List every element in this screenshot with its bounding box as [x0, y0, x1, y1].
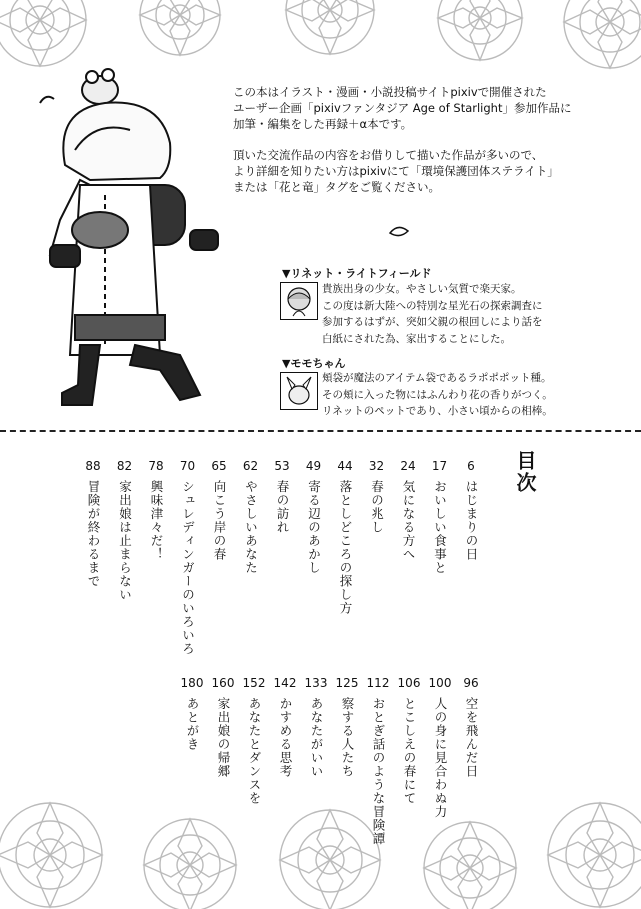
toc-entry	[361, 458, 393, 534]
toc-page-number: 142	[273, 676, 297, 690]
toc-title: 目次	[513, 450, 537, 494]
intro-line: より詳細を知りたい方はpixivにて「環境保護団体ステライト」	[233, 164, 559, 178]
intro-line: 加筆・編集をした再録＋α本です。	[233, 117, 413, 131]
momo-portrait-icon	[280, 372, 318, 410]
toc-chapter-title: 気になる方へ	[401, 480, 416, 561]
toc-entry	[266, 458, 298, 534]
intro-paragraph-2	[233, 147, 633, 195]
toc-entry	[140, 458, 172, 561]
character-desc-momo	[322, 370, 553, 420]
toc-chapter-title: はじまりの日	[464, 480, 479, 561]
toc-chapter-title: 人の身に見合わぬ力	[433, 697, 448, 819]
toc-chapter-title: 春の兆し	[369, 480, 385, 534]
desc-line: 貴族出身の少女。やさしい気質で楽天家。	[322, 283, 522, 295]
toc-entry	[238, 675, 270, 805]
toc-chapter-title: あなたとダンスを	[247, 697, 262, 805]
toc-chapter-title: とこしえの春にて	[402, 697, 417, 805]
toc-chapter-title: 察する人たち	[340, 697, 355, 778]
toc-entry	[207, 675, 239, 778]
toc-page-number: 17	[431, 459, 448, 473]
toc-entry	[109, 458, 141, 602]
toc-entry	[362, 675, 394, 846]
toc-chapter-title: あとがき	[185, 697, 200, 751]
toc-entry	[331, 675, 363, 778]
toc-page-number: 65	[211, 459, 227, 473]
toc-page-number: 112	[366, 676, 390, 690]
toc-entry	[424, 458, 456, 575]
toc-chapter-title: 落としどころの探し方	[338, 480, 353, 615]
toc-chapter-title: あなたがいい	[309, 697, 324, 778]
toc-entry	[424, 675, 456, 819]
toc-chapter-title: 空を飛んだ日	[464, 697, 479, 778]
toc-entry	[203, 458, 235, 561]
toc-chapter-title: 家出娘の帰郷	[216, 697, 231, 778]
toc-page-number: 152	[242, 676, 266, 690]
intro-paragraph-1	[233, 84, 633, 132]
toc-chapter-title: 冒険が終わるまで	[86, 480, 101, 588]
character-desc-linnet	[322, 281, 543, 347]
toc-page-number: 82	[116, 459, 133, 473]
intro-line: 頂いた交流作品の内容をお借りして描いた作品が多いので、	[233, 148, 544, 162]
toc-page-number: 106	[397, 676, 421, 690]
character-illustration	[20, 55, 230, 415]
toc-chapter-title: 家出娘は止まらない	[117, 480, 133, 602]
toc-page-number: 49	[305, 459, 322, 473]
toc-chapter-title: 向こう岸の春	[212, 480, 227, 561]
toc-entry	[172, 458, 204, 656]
lace-border-bottom	[0, 760, 641, 909]
toc-page-number: 6	[467, 459, 475, 473]
toc-entry	[298, 458, 330, 575]
desc-line: 参加するはずが、突如父親の根回しにより話を	[322, 316, 543, 328]
toc-entry	[77, 458, 109, 588]
toc-page-number: 100	[428, 676, 452, 690]
character-heading-linnet: ▼リネット・ライトフィールド	[282, 267, 432, 280]
desc-line: リネットのペットであり、小さい頃からの相棒。	[322, 405, 553, 417]
toc-entry	[329, 458, 361, 615]
desc-line: 白紙にされた為、家出することにした。	[322, 332, 511, 345]
toc-chapter-title: おとぎ話のような冒険譚	[371, 697, 386, 846]
intro-line: または「花と竜」タグをご覧ください。	[233, 180, 440, 194]
toc-page-number: 88	[85, 459, 101, 473]
desc-line: 頬袋が魔法のアイテム袋であるラポポポット種。	[322, 372, 552, 384]
desc-line: その頬に入った物にはふんわり花の香りがつく。	[322, 388, 553, 401]
toc-page-number: 125	[335, 676, 359, 690]
toc-entry	[392, 458, 424, 561]
toc-page-number: 44	[337, 459, 353, 473]
intro-text	[233, 84, 633, 210]
toc-page-number: 24	[400, 459, 416, 473]
toc-entry	[176, 675, 208, 751]
toc-entry	[393, 675, 425, 805]
toc-chapter-title: 春の訪れ	[275, 480, 290, 534]
toc-entry	[455, 675, 487, 778]
toc-page-number: 96	[463, 676, 479, 690]
petal-icon	[388, 225, 410, 239]
linnet-portrait-icon	[280, 282, 318, 320]
toc-page-number: 180	[180, 676, 204, 690]
toc-page-number: 160	[211, 676, 235, 690]
toc-page-number: 70	[179, 459, 196, 473]
toc-entry	[269, 675, 301, 778]
toc-chapter-title: かすめる思考	[278, 697, 293, 778]
toc-chapter-title: おいしい食事と	[432, 480, 448, 575]
character-heading-momo: ▼モモちゃん	[282, 357, 346, 370]
toc-entry	[455, 458, 487, 561]
toc-chapter-title: やさしいあなた	[243, 480, 259, 575]
toc-page-number: 53	[274, 459, 290, 473]
desc-line: この度は新大陸への特別な星光石の探索調査に	[322, 299, 543, 312]
toc-page-number: 32	[368, 459, 385, 473]
intro-line: この本はイラスト・漫画・小説投稿サイトpixivで開催された	[233, 85, 547, 99]
section-divider	[0, 430, 641, 432]
toc-chapter-title: 興味津々だ！	[149, 480, 164, 561]
toc-page-number: 62	[242, 459, 259, 473]
toc-page-number: 78	[148, 459, 164, 473]
intro-line: ユーザー企画「pixivファンタジア Age of Starlight」参加作品に	[233, 101, 572, 115]
toc-entry	[300, 675, 332, 778]
toc-chapter-title: 寄る辺のあかし	[306, 480, 322, 575]
toc-page-number: 133	[304, 676, 328, 690]
toc-entry	[235, 458, 267, 575]
toc-chapter-title: シュレディンガーのいろいろ	[180, 480, 196, 656]
